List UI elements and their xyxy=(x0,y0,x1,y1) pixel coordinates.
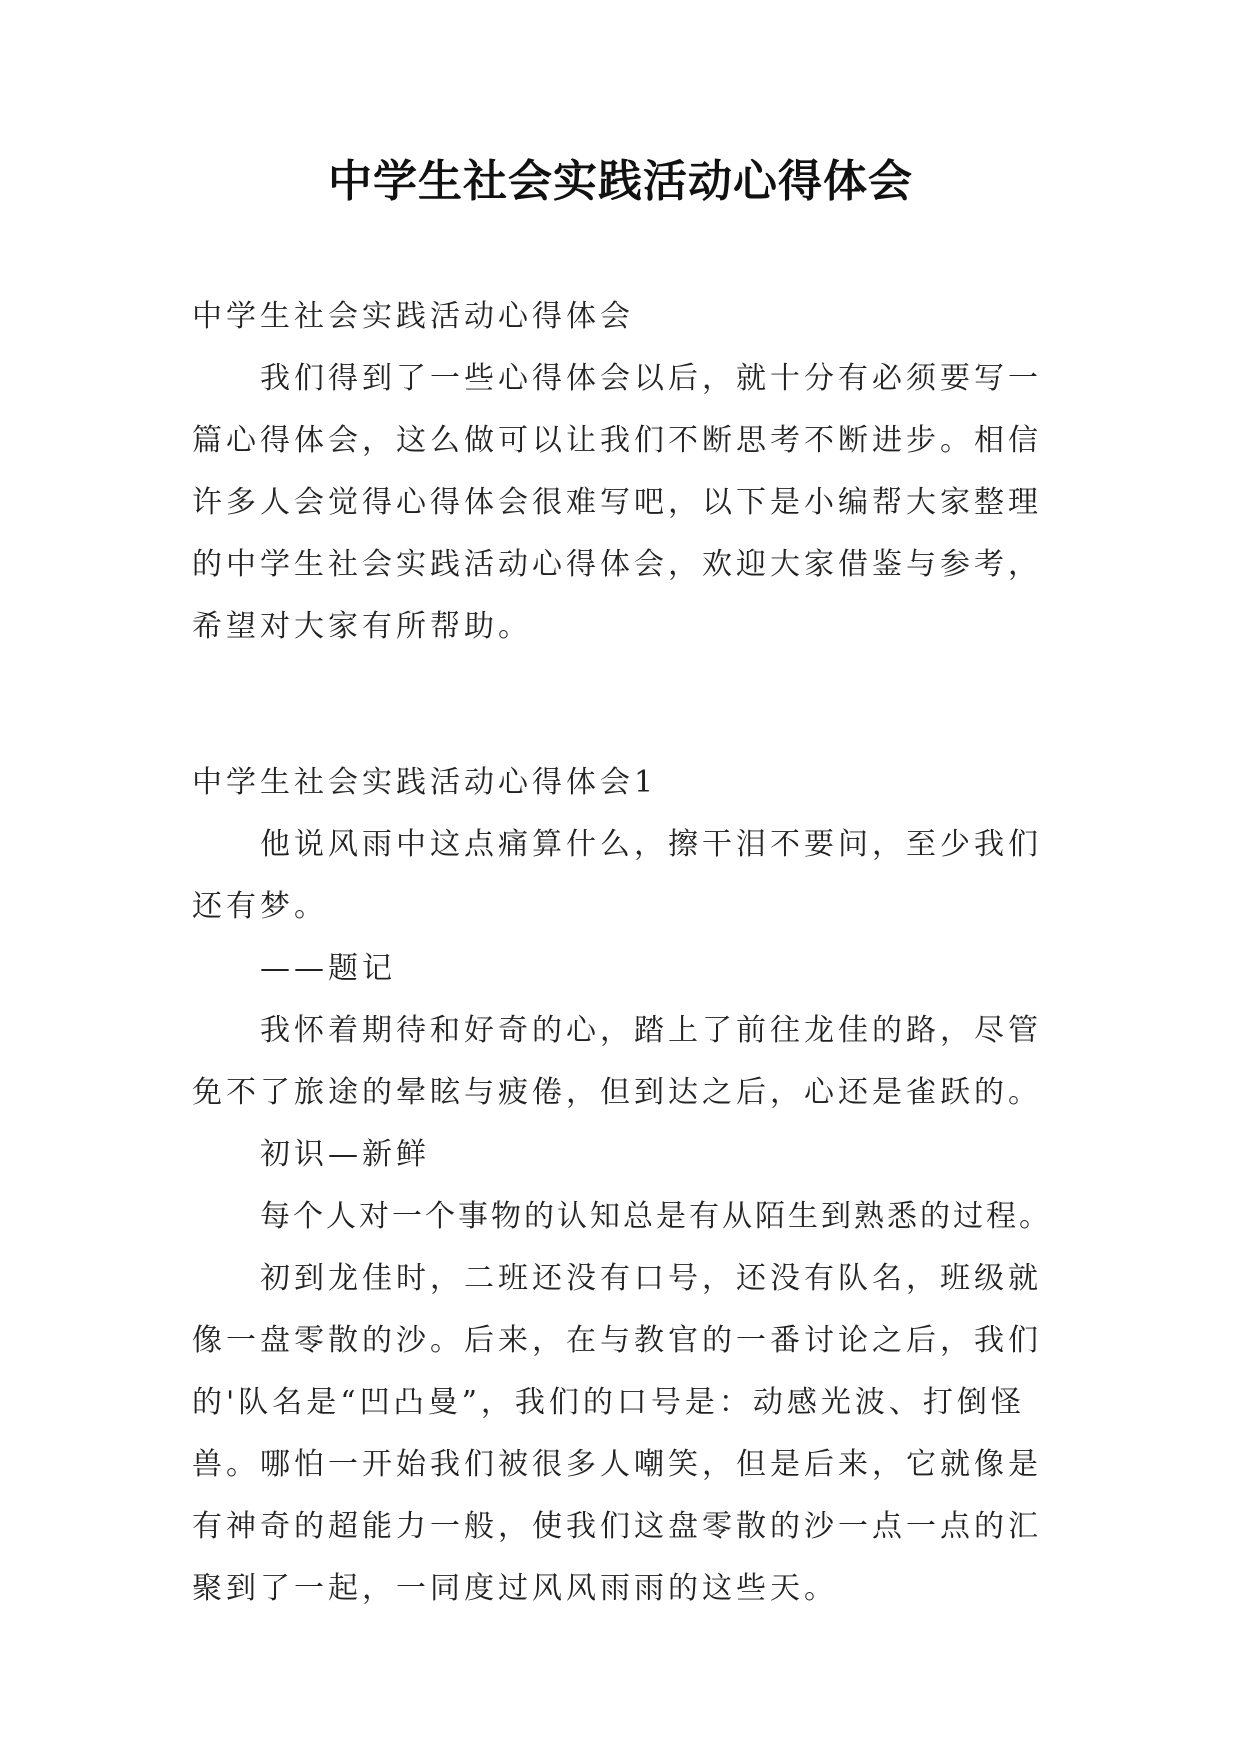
intro-paragraph: 我们得到了一些心得体会以后，就十分有必须要写一篇心得体会，这么做可以让我们不断思考不断进步。相信许多人会觉得心得体会很难写吧，以下是小编帮大家整理的中学生社会实践活动心得体会，欢迎大家借鉴与参考，希望对大家有所帮助。 xyxy=(192,361,1042,644)
section-1 xyxy=(192,752,1052,1620)
intro-section xyxy=(192,286,1052,658)
document-title: 中学生社会实践活动心得体会 xyxy=(328,156,913,207)
paragraph-3: 初到龙佳时，二班还没有口号，还没有队名，班级就像一盘零散的沙。后来，在与教官的一番讨论之后，我们的'队名是“凹凸曼”，我们的口号是：动感光波、打倒怪兽。哪怕一开始我们被很多人嘲笑，但是后来，它就像是有神奇的超能力一般，使我们这盘零散的沙一点一点的汇聚到了一起，一同度过风风雨雨的这些天。 xyxy=(192,1261,1042,1606)
paragraph-1: 我怀着期待和好奇的心，踏上了前往龙佳的路，尽管免不了旅途的晕眩与疲倦，但到达之后，心还是雀跃的。 xyxy=(192,1013,1042,1110)
paragraph-2: 每个人对一个事物的认知总是有从陌生到熟悉的过程。 xyxy=(260,1199,1052,1234)
intro-heading: 中学生社会实践活动心得体会 xyxy=(192,299,634,334)
section-1-heading: 中学生社会实践活动心得体会1 xyxy=(192,765,658,800)
epigraph-note: ——题记 xyxy=(260,951,396,986)
subtitle-1: 初识—新鲜 xyxy=(260,1137,430,1172)
epigraph: 他说风雨中这点痛算什么，擦干泪不要问，至少我们还有梦。 xyxy=(192,827,1042,924)
